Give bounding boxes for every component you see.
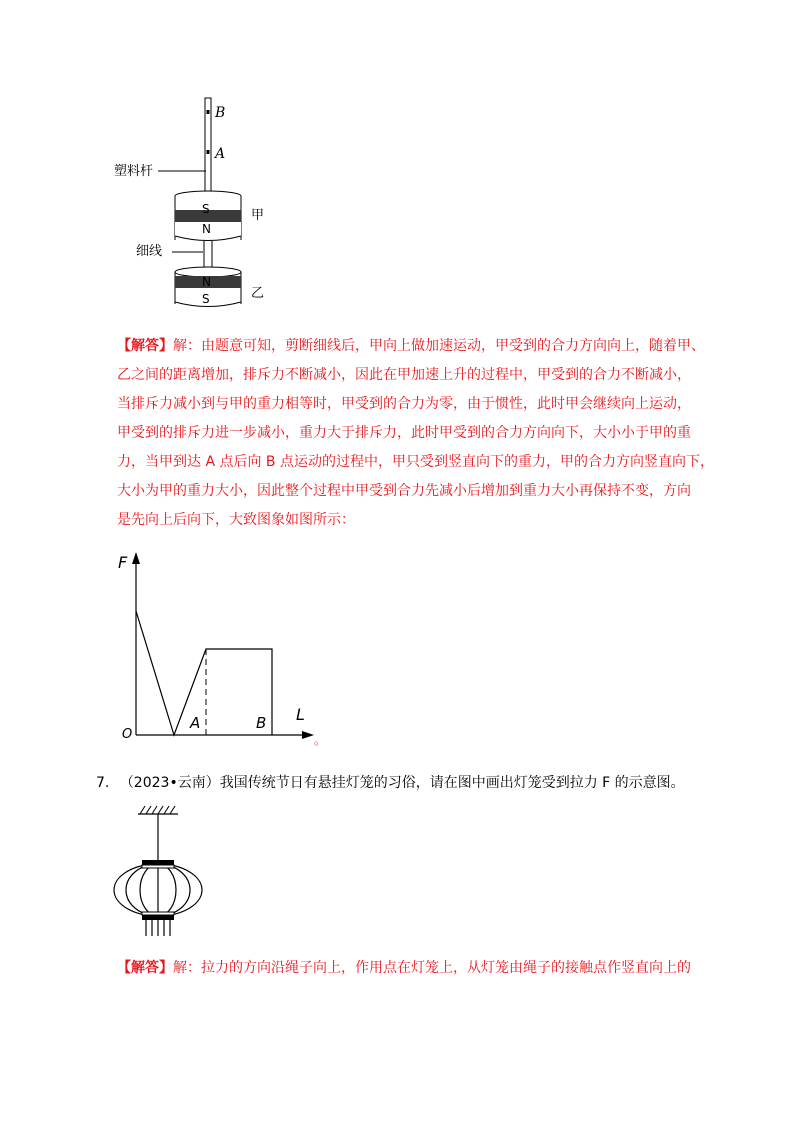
label-f: F <box>118 553 128 572</box>
graph-trailing-mark: 。 <box>314 733 327 747</box>
pole-jia-top: S <box>202 202 210 216</box>
lantern-bottom-cap <box>142 915 174 920</box>
label-graph-b: B <box>256 714 267 732</box>
label-graph-a: A <box>190 714 201 732</box>
label-jia: 甲 <box>251 208 265 223</box>
force-graph <box>110 548 330 748</box>
label-o: O <box>122 727 133 742</box>
x-arrow <box>302 731 314 739</box>
pole-jia-bottom: N <box>202 222 211 236</box>
answer-tag: 【解答】 <box>117 338 173 354</box>
label-thread: 细线 <box>136 244 163 259</box>
lantern-tassels <box>146 920 170 936</box>
magnet-figure <box>100 92 290 314</box>
label-b: B <box>215 105 226 121</box>
magnet-jia <box>175 191 241 241</box>
question-text: （2023•云南）我国传统节日有悬挂灯笼的习俗，请在图中画出灯笼受到拉力 F 的示意图。 <box>119 775 685 791</box>
answer-line-6: 大小为甲的重力大小，因此整个过程中甲受到合力先减小后增加到重力大小再保持不变，方向 <box>117 483 691 499</box>
label-rod: 塑料杆 <box>114 164 154 179</box>
answer-line-3: 当排斥力减小到与甲的重力相等时，甲受到的合力为零，由于惯性，此时甲会继续向上运动， <box>117 396 691 412</box>
y-arrow <box>132 552 140 564</box>
answer-block-1 <box>117 332 717 535</box>
point-b-dot <box>207 110 210 114</box>
pole-yi-bottom: S <box>202 292 210 306</box>
question-7 <box>96 772 685 792</box>
answer-line-4: 甲受到的排斥力进一步减小，重力大于排斥力，此时甲受到的合力方向向下，大小小于甲的重 <box>117 425 691 441</box>
point-a-dot <box>207 150 210 154</box>
lantern-body <box>114 864 202 916</box>
label-a: A <box>215 146 226 162</box>
answer-block-2 <box>117 954 717 983</box>
answer2-tag: 【解答】 <box>117 960 173 976</box>
label-yi: 乙 <box>251 286 265 301</box>
answer2-line-1: 【解答】解：拉力的方向沿绳子向上，作用点在灯笼上，从灯笼由绳子的接触点作竖直向上的 <box>117 960 691 976</box>
answer-line-7: 是先向上后向下，大致图象如图所示： <box>117 512 355 528</box>
answer-line-1: 【解答】解：由题意可知，剪断细线后，甲向上做加速运动，甲受到的合力方向向上，随着甲、 <box>117 338 705 354</box>
label-l: L <box>296 705 305 724</box>
question-number: 7. <box>96 775 110 791</box>
magnet-yi <box>175 267 241 307</box>
answer-line-2: 乙之间的距离增加，排斥力不断减小，因此在甲加速上升的过程中，甲受到的合力不断减小， <box>117 367 691 383</box>
pole-yi-top: N <box>202 275 211 289</box>
force-curve <box>136 611 272 735</box>
lantern-figure <box>108 798 208 940</box>
answer-line-5: 力，当甲到达 A 点后向 B 点运动的过程中，甲只受到竖直向下的重力，甲的合力方向竖直向下， <box>117 454 714 470</box>
